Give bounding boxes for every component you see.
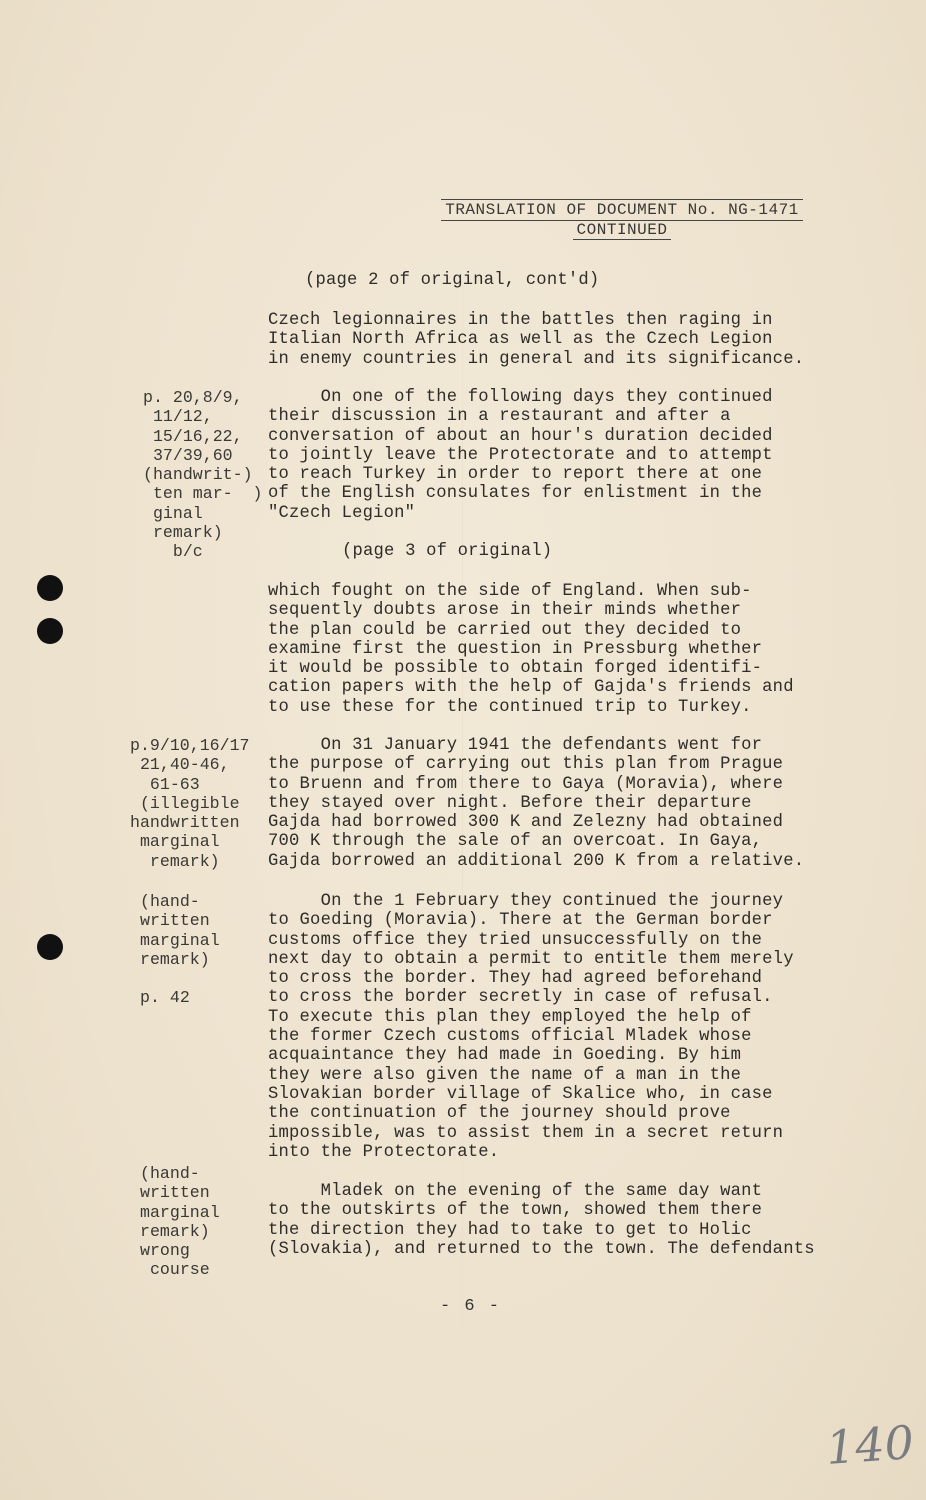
heading-subtitle: CONTINUED	[573, 221, 672, 240]
page-reference-3: (page 3 of original)	[342, 542, 553, 561]
paragraph-5: On the 1 February they continued the journey to Goeding (Moravia). There at the German border customs office they tried unsuccessfully on the next day to obtain a permit to entitle them merely to cross the border. They had agreed beforehand to cross the border secretly in case of refusal. To execute this plan they employed the help of the former Czech customs official Mladek whose acquaintance they had made in Goeding. By him they were also given the name of a man in the Slovakian border village of Skalice who, in case the continuation of the journey should prove impossible, was to assist them in a secret return into the Protectorate.	[268, 892, 794, 1162]
heading-title: TRANSLATION OF DOCUMENT No. NG-1471	[441, 199, 803, 221]
page-reference-2-contd: (page 2 of original, cont'd)	[305, 271, 600, 290]
page-number: - 6 -	[440, 1297, 502, 1316]
paragraph-4: On 31 January 1941 the defendants went for the purpose of carrying out this plan from Prague to Bruenn and from there to Gaya (Moravia), where they stayed over night. Before their departure Gajda had borrowed 300 K and Zelezny had obtained 700 K through the sale of an overcoat. In Gaya, Gajda borrowed an additional 200 K from a relative.	[268, 736, 805, 871]
margin-note-1: p. 20,8/9, 11/12, 15/16,22, 37/39,60 (handwrit-) ten mar- ) ginal remark) b/c	[143, 388, 263, 562]
paragraph-2: On one of the following days they continued their discussion in a restaurant and after a conversation of about an hour's duration decided to jointly leave the Protectorate and to attempt to reach Turkey in order to report there at one of the English consulates for enlistment in the "Czech Legion"	[268, 388, 773, 523]
handwritten-folio-number: 140	[824, 1415, 916, 1475]
margin-note-3: (hand- written marginal remark) p. 42	[140, 892, 220, 1008]
margin-note-2: p.9/10,16/17 21,40-46, 61-63 (illegible handwritten marginal remark)	[130, 736, 250, 871]
punch-hole-3	[37, 934, 63, 960]
punch-hole-2	[37, 618, 63, 644]
document-heading	[412, 199, 832, 240]
punch-hole-1	[37, 575, 63, 601]
paragraph-6: Mladek on the evening of the same day want to the outskirts of the town, showed them there the direction they had to take to get to Holic (Slovakia), and returned to the town. The defendants	[268, 1182, 815, 1259]
paragraph-1: Czech legionnaires in the battles then raging in Italian North Africa as well as the Czech Legion in enemy countries in general and its significance.	[268, 311, 805, 369]
margin-note-4: (hand- written marginal remark) wrong course	[140, 1164, 220, 1280]
paragraph-3: which fought on the side of England. When sub- sequently doubts arose in their minds whether the plan could be carried out they decided to examine first the question in Pressburg whether it would be possible to obtain forged identifi- cation papers with the help of Gajda's friends and to use these for the continued trip to Turkey.	[268, 582, 794, 717]
